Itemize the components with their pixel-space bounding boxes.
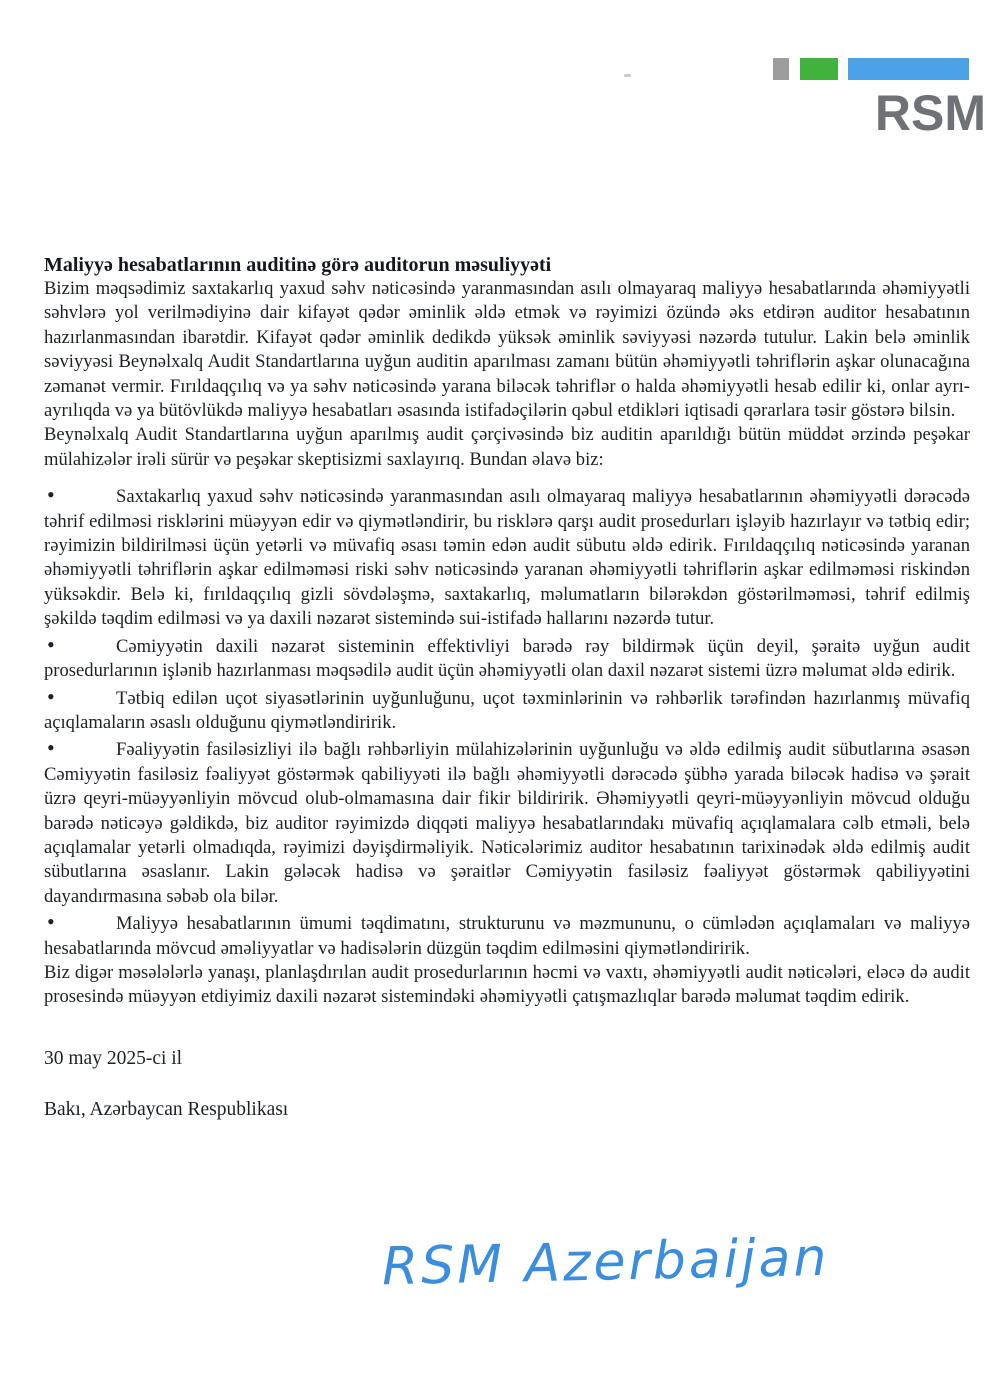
report-place: Bakı, Azərbaycan Respublikası — [44, 1098, 289, 1120]
document-body — [44, 254, 970, 1121]
bullet-icon: • — [47, 735, 55, 761]
bullet-list — [44, 482, 970, 961]
rsm-wordmark: RSM — [874, 85, 986, 141]
logo-bar-green-icon — [800, 58, 838, 80]
bullet-text-accounting-policies: Tətbiq edilən uçot siyasətlərinin uyğunluğunu, uçot təxminlərinin və rəhbərlik tərəfindən hazırlanmış müvafiq açıqlamaların əsaslı olduğunu qiymətləndiririk. — [44, 687, 970, 733]
list-item — [44, 482, 970, 631]
list-item — [44, 909, 970, 961]
bullet-text-presentation: Maliyyə hesabatlarının ümumi təqdimatını, strukturunu və məzmununu, o cümlədən açıqlamaları və maliyyə hesabatlarında mövcud əməliyyatlar və hadisələrin düzgün təqdim edilməsini qiymətləndiririk. — [44, 913, 970, 959]
list-item — [44, 735, 970, 909]
logo-bar-blue-icon — [848, 58, 969, 80]
rsm-logo — [773, 58, 986, 141]
bullet-icon: • — [47, 482, 55, 508]
bullet-text-going-concern: Fəaliyyətin fasiləsizliyi ilə bağlı rəhbərliyin mülahizələrinin uyğunluğu və əldə edilmiş audit sübutlarına əsasən Cəmiyyətin fasiləsiz fəaliyyət göstərmək qabiliyyəti ilə bağlı əhəmiyyətli dərəcədə şübhə yarada biləcək hadisə və şərait üzrə qeyri-müəyyənliyin mövcud olub-olmamasına dair fikir bildiririk. Əhəmiyyətli qeyri-müəyyənliyin mövcud olduğu barədə nəticəyə gəldikdə, biz auditor rəyimizdə diqqəti maliyyə hesabatlarındakı müvafiq açıqlamalara cəlb etməli, belə açıqlamalar yetərli olmadıqda, rəyimizi dəyişdirməliyik. Nəticələrimiz auditor hesabatının tarixinədək əldə edilmiş audit sübutlarına əsaslanır. Lakin gələcək hadisə və şəraitlər Cəmiyyətin fasiləsiz fəaliyyət göstərmək qabiliyyətini dayandırmasına səbəb ola bilər. — [44, 739, 970, 907]
bullet-icon: • — [47, 683, 55, 709]
logo-bar-gray-icon — [773, 58, 789, 80]
scan-artifact — [624, 74, 631, 77]
paragraph-closing: Biz digər məsələlərlə yanaşı, planlaşdırılan audit prosedurlarının həcmi və vaxtı, əhəmiyyətli audit nəticələri, eləcə də audit prosesində müəyyən etdiyimiz daxili nəzarət sistemindəki əhəmiyyətli çatışmazlıqlar barədə məlumat təqdim edirik. — [44, 961, 970, 1008]
bullet-text-internal-control: Cəmiyyətin daxili nəzarət sisteminin effektivliyi barədə rəy bildirmək üçün deyil, şəraitə uyğun audit prosedurlarının işlənib hazırlanması məqsədilə audit üçün əhəmiyyətli olan daxil nəzarət sistemi üzrə məlumat əldə edirik. — [44, 635, 970, 682]
report-date: 30 may 2025-ci il — [44, 1047, 183, 1069]
list-item — [44, 683, 970, 736]
paragraph-standards: Beynəlxalq Audit Standartlarına uyğun aparılmış audit çərçivəsində biz auditin aparıldığı bütün müddət ərzində peşəkar mülahizələr irəli sürür və peşəkar skeptisizmi saxlayırıq. Bundan əlavə biz: — [44, 424, 970, 470]
bullet-text-risks: Saxtakarlıq yaxud səhv nəticəsində yaranmasından asılı olmayaraq maliyyə hesabatlarının əhəmiyyətli dərəcədə təhrif edilməsi risklərini müəyyən edir və qiymətləndirir, bu risklərə qarşı audit prosedurları işləyib hazırlayır və tətbiq edir; rəyimizin bildirilməsi üçün yetərli və müvafiq əsası təmin edən audit sübutu əldə edirik. Fırıldaqçılıq nəticəsində yaranan əhəmiyyətli təhriflərin aşkar edilməməsi riski səhv nəticəsində yaranan əhəmiyyətli təhriflərin aşkar edilməməsi riskindən yüksəkdir. Belə ki, fırıldaqçılıq gizli sövdələşmə, saxtakarlıq, məlumatların bilərəkdən göstərilməməsi, təhrif edilmiş şəkildə təqdim edilməsi və ya daxili nəzarət sistemində sui-istifadə hallarını nəzərdə tutur. — [44, 486, 970, 630]
paragraph-objective: Bizim məqsədimiz saxtakarlıq yaxud səhv nəticəsində yaranmasından asılı olmayaraq maliyyə hesabatlarında əhəmiyyətli səhvlərə yol verilmədiyinə dair kifayət qədər əminlik əldə etmək və rəyimizi özündə əks etdirən auditor hesabatının hazırlanmasından ibarətdir. Kifayət qədər əminlik dedikdə yüksək əminlik səviyyəsi nəzərdə tutulur. Lakin belə əminlik səviyyəsi Beynəlxalq Audit Standartlarına uyğun auditin aparılması zamanı bütün əhəmiyyətli təhriflərin aşkar olunacağına zəmanət vermir. Fırıldaqçılıq və ya səhv nəticəsində yarana biləcək təhriflər o halda əhəmiyyətli hesab edilir ki, onlar ayrı-ayrılıqda və ya bütövlükdə maliyyə hesabatları əsasında istifadəçilərin qəbul etdikləri iqtisadi qərarlara təsir göstərə bilsin. — [44, 278, 970, 422]
rsm-logo-bars — [773, 58, 986, 80]
bullet-icon: • — [47, 909, 55, 935]
bullet-icon: • — [47, 631, 55, 657]
list-item — [44, 631, 970, 684]
section-heading: Maliyyə hesabatlarının auditinə görə auditorun məsuliyyəti — [44, 254, 552, 276]
handwritten-signature: RSM Azerbaijan — [381, 1227, 830, 1298]
